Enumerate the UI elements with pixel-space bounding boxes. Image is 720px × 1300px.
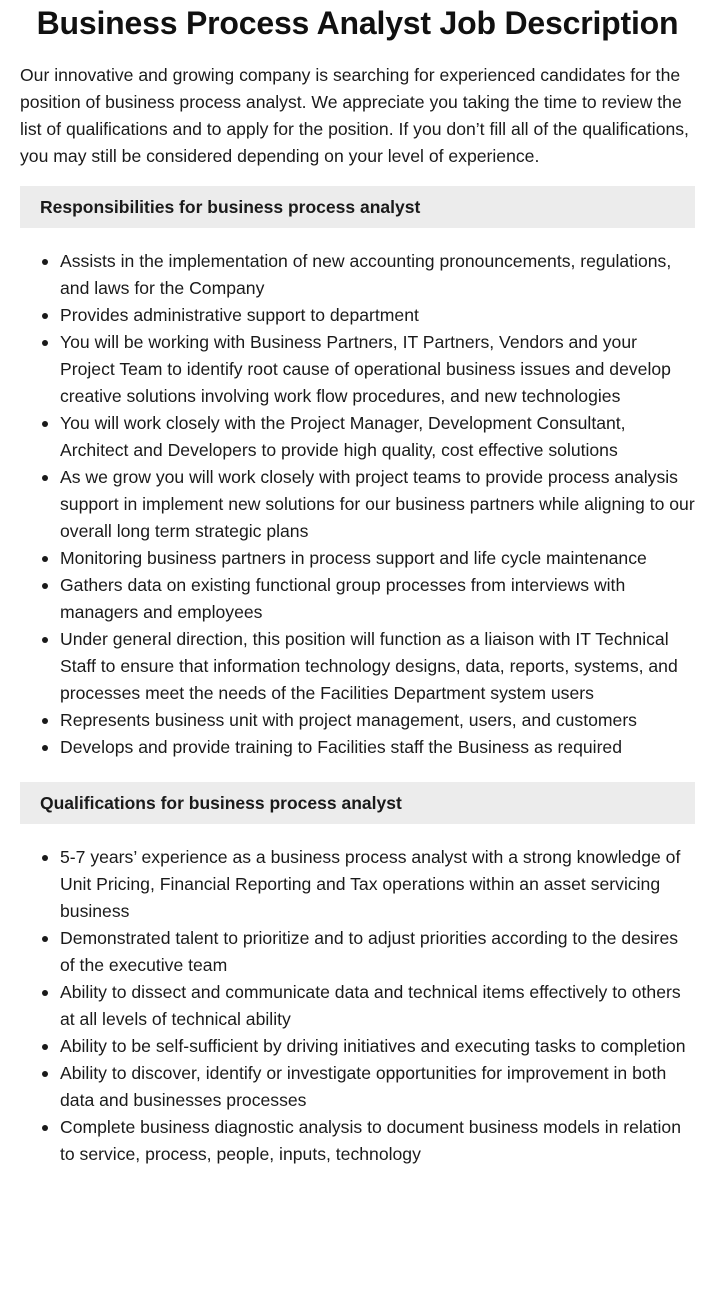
list-item: Assists in the implementation of new accounting pronouncements, regulations, and laws for the Company	[60, 248, 695, 302]
page-title: Business Process Analyst Job Description	[36, 5, 679, 41]
list-item: 5-7 years’ experience as a business process analyst with a strong knowledge of Unit Pricing, Financial Reporting and Tax operations within an asset servicing business	[60, 844, 695, 925]
responsibilities-heading: Responsibilities for business process analyst	[20, 186, 695, 228]
qualifications-heading: Qualifications for business process analyst	[20, 782, 695, 824]
list-item: Develops and provide training to Facilities staff the Business as required	[60, 734, 695, 761]
list-item: You will work closely with the Project Manager, Development Consultant, Architect and Developers to provide high quality, cost effective solutions	[60, 410, 695, 464]
list-item: Ability to discover, identify or investigate opportunities for improvement in both data and businesses processes	[60, 1060, 695, 1114]
list-item: Represents business unit with project management, users, and customers	[60, 707, 695, 734]
qualifications-list	[20, 844, 695, 1168]
list-item: Ability to be self-sufficient by driving initiatives and executing tasks to completion	[60, 1033, 695, 1060]
list-item: As we grow you will work closely with project teams to provide process analysis support in implement new solutions for our business partners while aligning to our overall long term strategic plans	[60, 464, 695, 545]
list-item: Under general direction, this position will function as a liaison with IT Technical Staff to ensure that information technology designs, data, reports, systems, and processes meet the needs of the Facilities Department system users	[60, 626, 695, 707]
list-item: You will be working with Business Partners, IT Partners, Vendors and your Project Team to identify root cause of operational business issues and develop creative solutions involving work flow procedures, and new technologies	[60, 329, 695, 410]
list-item: Provides administrative support to department	[60, 302, 695, 329]
list-item: Ability to dissect and communicate data and technical items effectively to others at all levels of technical ability	[60, 979, 695, 1033]
section-spacer	[20, 761, 695, 766]
list-item: Demonstrated talent to prioritize and to adjust priorities according to the desires of the executive team	[60, 925, 695, 979]
list-item: Complete business diagnostic analysis to document business models in relation to service, process, people, inputs, technology	[60, 1114, 695, 1168]
list-item: Gathers data on existing functional group processes from interviews with managers and employees	[60, 572, 695, 626]
responsibilities-list	[20, 248, 695, 761]
list-item: Monitoring business partners in process support and life cycle maintenance	[60, 545, 695, 572]
intro-paragraph: Our innovative and growing company is searching for experienced candidates for the position of business process analyst. We appreciate you taking the time to review the list of qualifications and to apply for the position. If you don’t fill all of the qualifications, you may still be considered depending on your level of experience.	[20, 65, 689, 166]
